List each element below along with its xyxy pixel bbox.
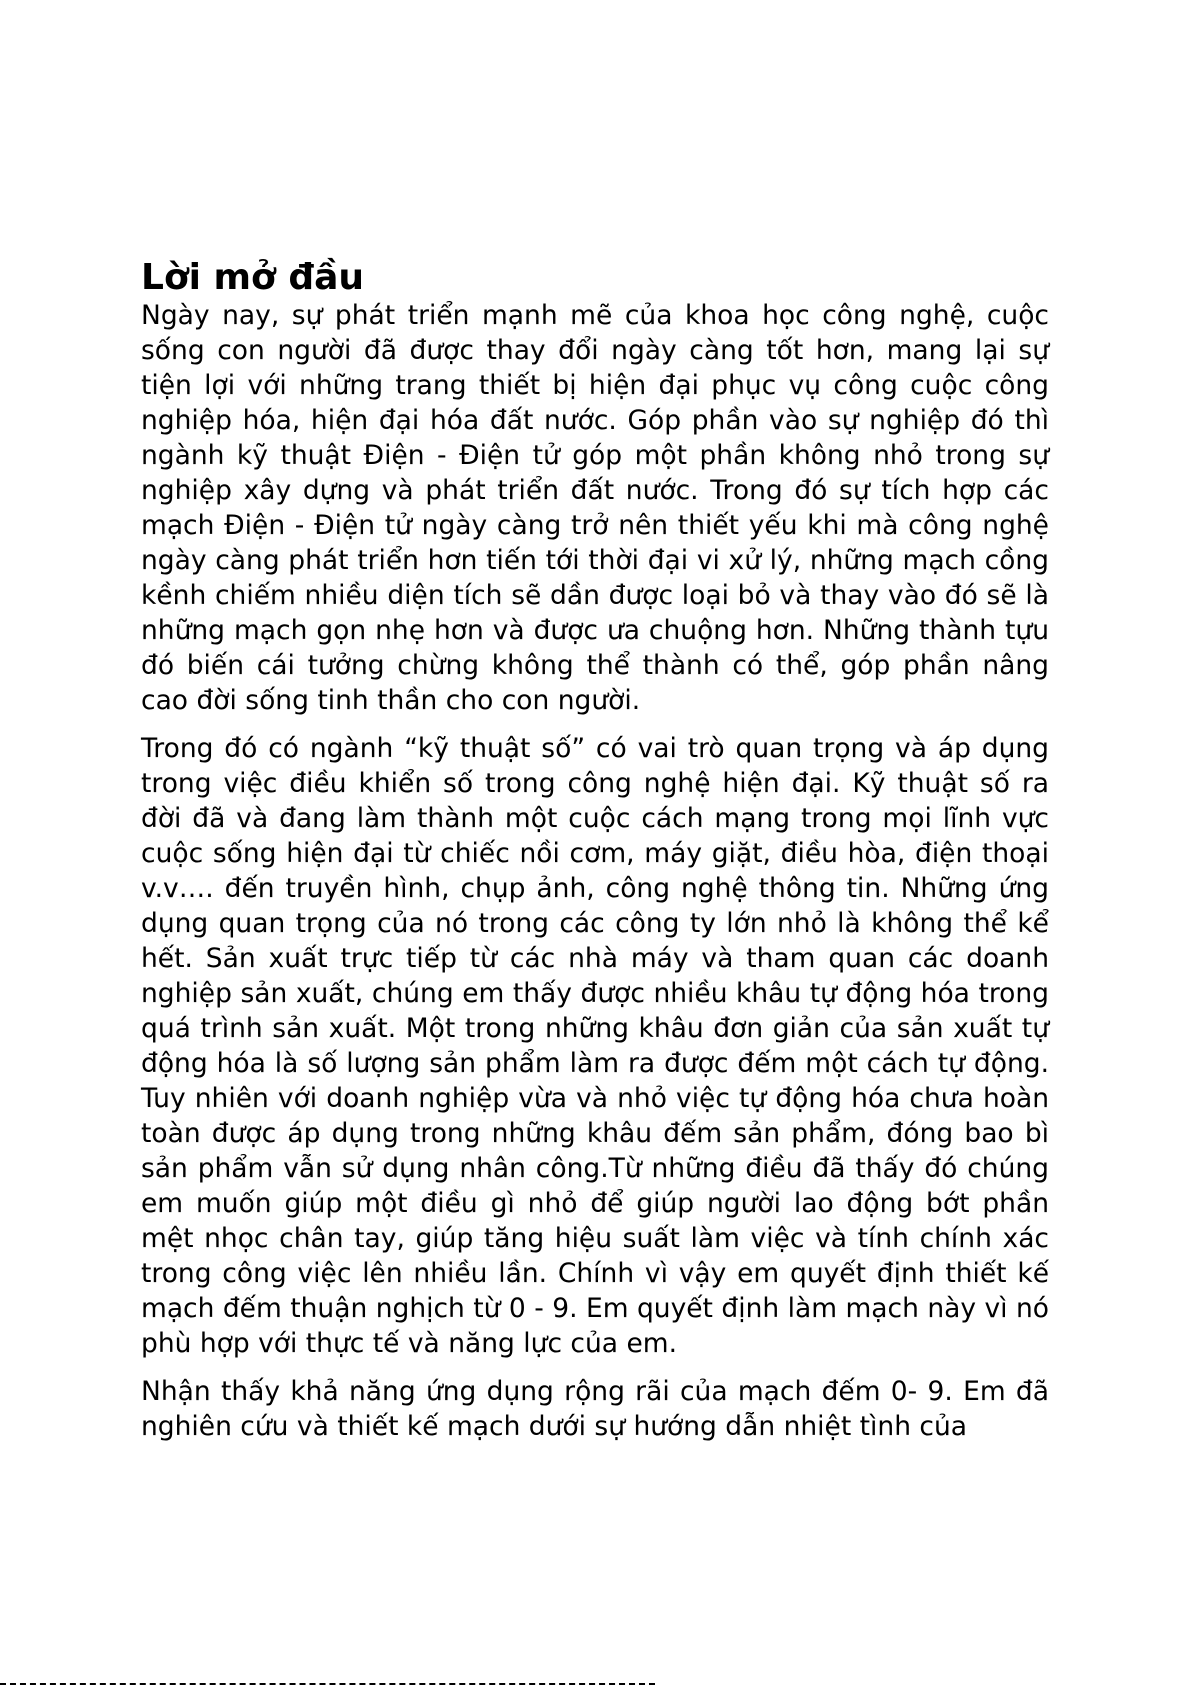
paragraph-digital-tech: Trong đó có ngành “kỹ thuật số” có vai trò quan trọng và áp dụng trong việc điều khiển số trong công nghệ hiện đại. Kỹ thuật số ra đời đã và đang làm thành một cuộc cách mạng trong mọi lĩnh vực cuộc sống hiện đại từ chiếc nồi cơm, máy giặt, điều hòa, điện thoại v.v…. đến truyền hình, chụp ảnh, công nghệ thông tin. Những ứng dụng quan trọng của nó trong các công ty lớn nhỏ là không thể kể hết. Sản xuất trực tiếp từ các nhà máy và tham quan các doanh nghiệp sản xuất, chúng em thấy được nhiều khâu tự động hóa trong quá trình sản xuất. Một trong những khâu đơn giản của sản xuất tự động hóa là số lượng sản phẩm làm ra được đếm một cách tự động. Tuy nhiên với doanh nghiệp vừa và nhỏ việc tự động hóa chưa hoàn toàn được áp dụng trong những khâu đếm sản phẩm, đóng bao bì sản phẩm vẫn sử dụng nhân công.Từ những điều đã thấy đó chúng em muốn giúp một điều gì nhỏ để giúp người lao động bớt phần mệt nhọc chân tay, giúp tăng hiệu suất làm việc và tính chính xác trong công việc lên nhiều lần. Chính vì vậy em quyết định thiết kế mạch đếm thuận nghịch từ 0 - 9. Em quyết định làm mạch này vì nó phù hợp với thực tế và năng lực của em. (141, 733, 1049, 1359)
document-body (141, 258, 1049, 1444)
paragraph-intro: Ngày nay, sự phát triển mạnh mẽ của khoa học công nghệ, cuộc sống con người đã được thay đổi ngày càng tốt hơn, mang lại sự tiện lợi với những trang thiết bị hiện đại phục vụ công cuộc công nghiệp hóa, hiện đại hóa đất nước. Góp phần vào sự nghiệp đó thì ngành kỹ thuật Điện - Điện tử góp một phần không nhỏ trong sự nghiệp xây dựng và phát triển đất nước. Trong đó sự tích hợp các mạch Điện - Điện tử ngày càng trở nên thiết yếu khi mà công nghệ ngày càng phát triển hơn tiến tới thời đại vi xử lý, những mạch cồng kềnh chiếm nhiều diện tích sẽ dần được loại bỏ và thay vào đó sẽ là những mạch gọn nhẹ hơn và được ưa chuộng hơn. Những thành tựu đó biến cái tưởng chừng không thể thành có thể, góp phần nâng cao đời sống tinh thần cho con người. (141, 300, 1049, 716)
page-title: Lời mở đầu (141, 257, 365, 298)
paragraph-research: Nhận thấy khả năng ứng dụng rộng rãi của mạch đếm 0- 9. Em đã nghiên cứu và thiết kế mạch dưới sự hướng dẫn nhiệt tình của (141, 1376, 1049, 1442)
